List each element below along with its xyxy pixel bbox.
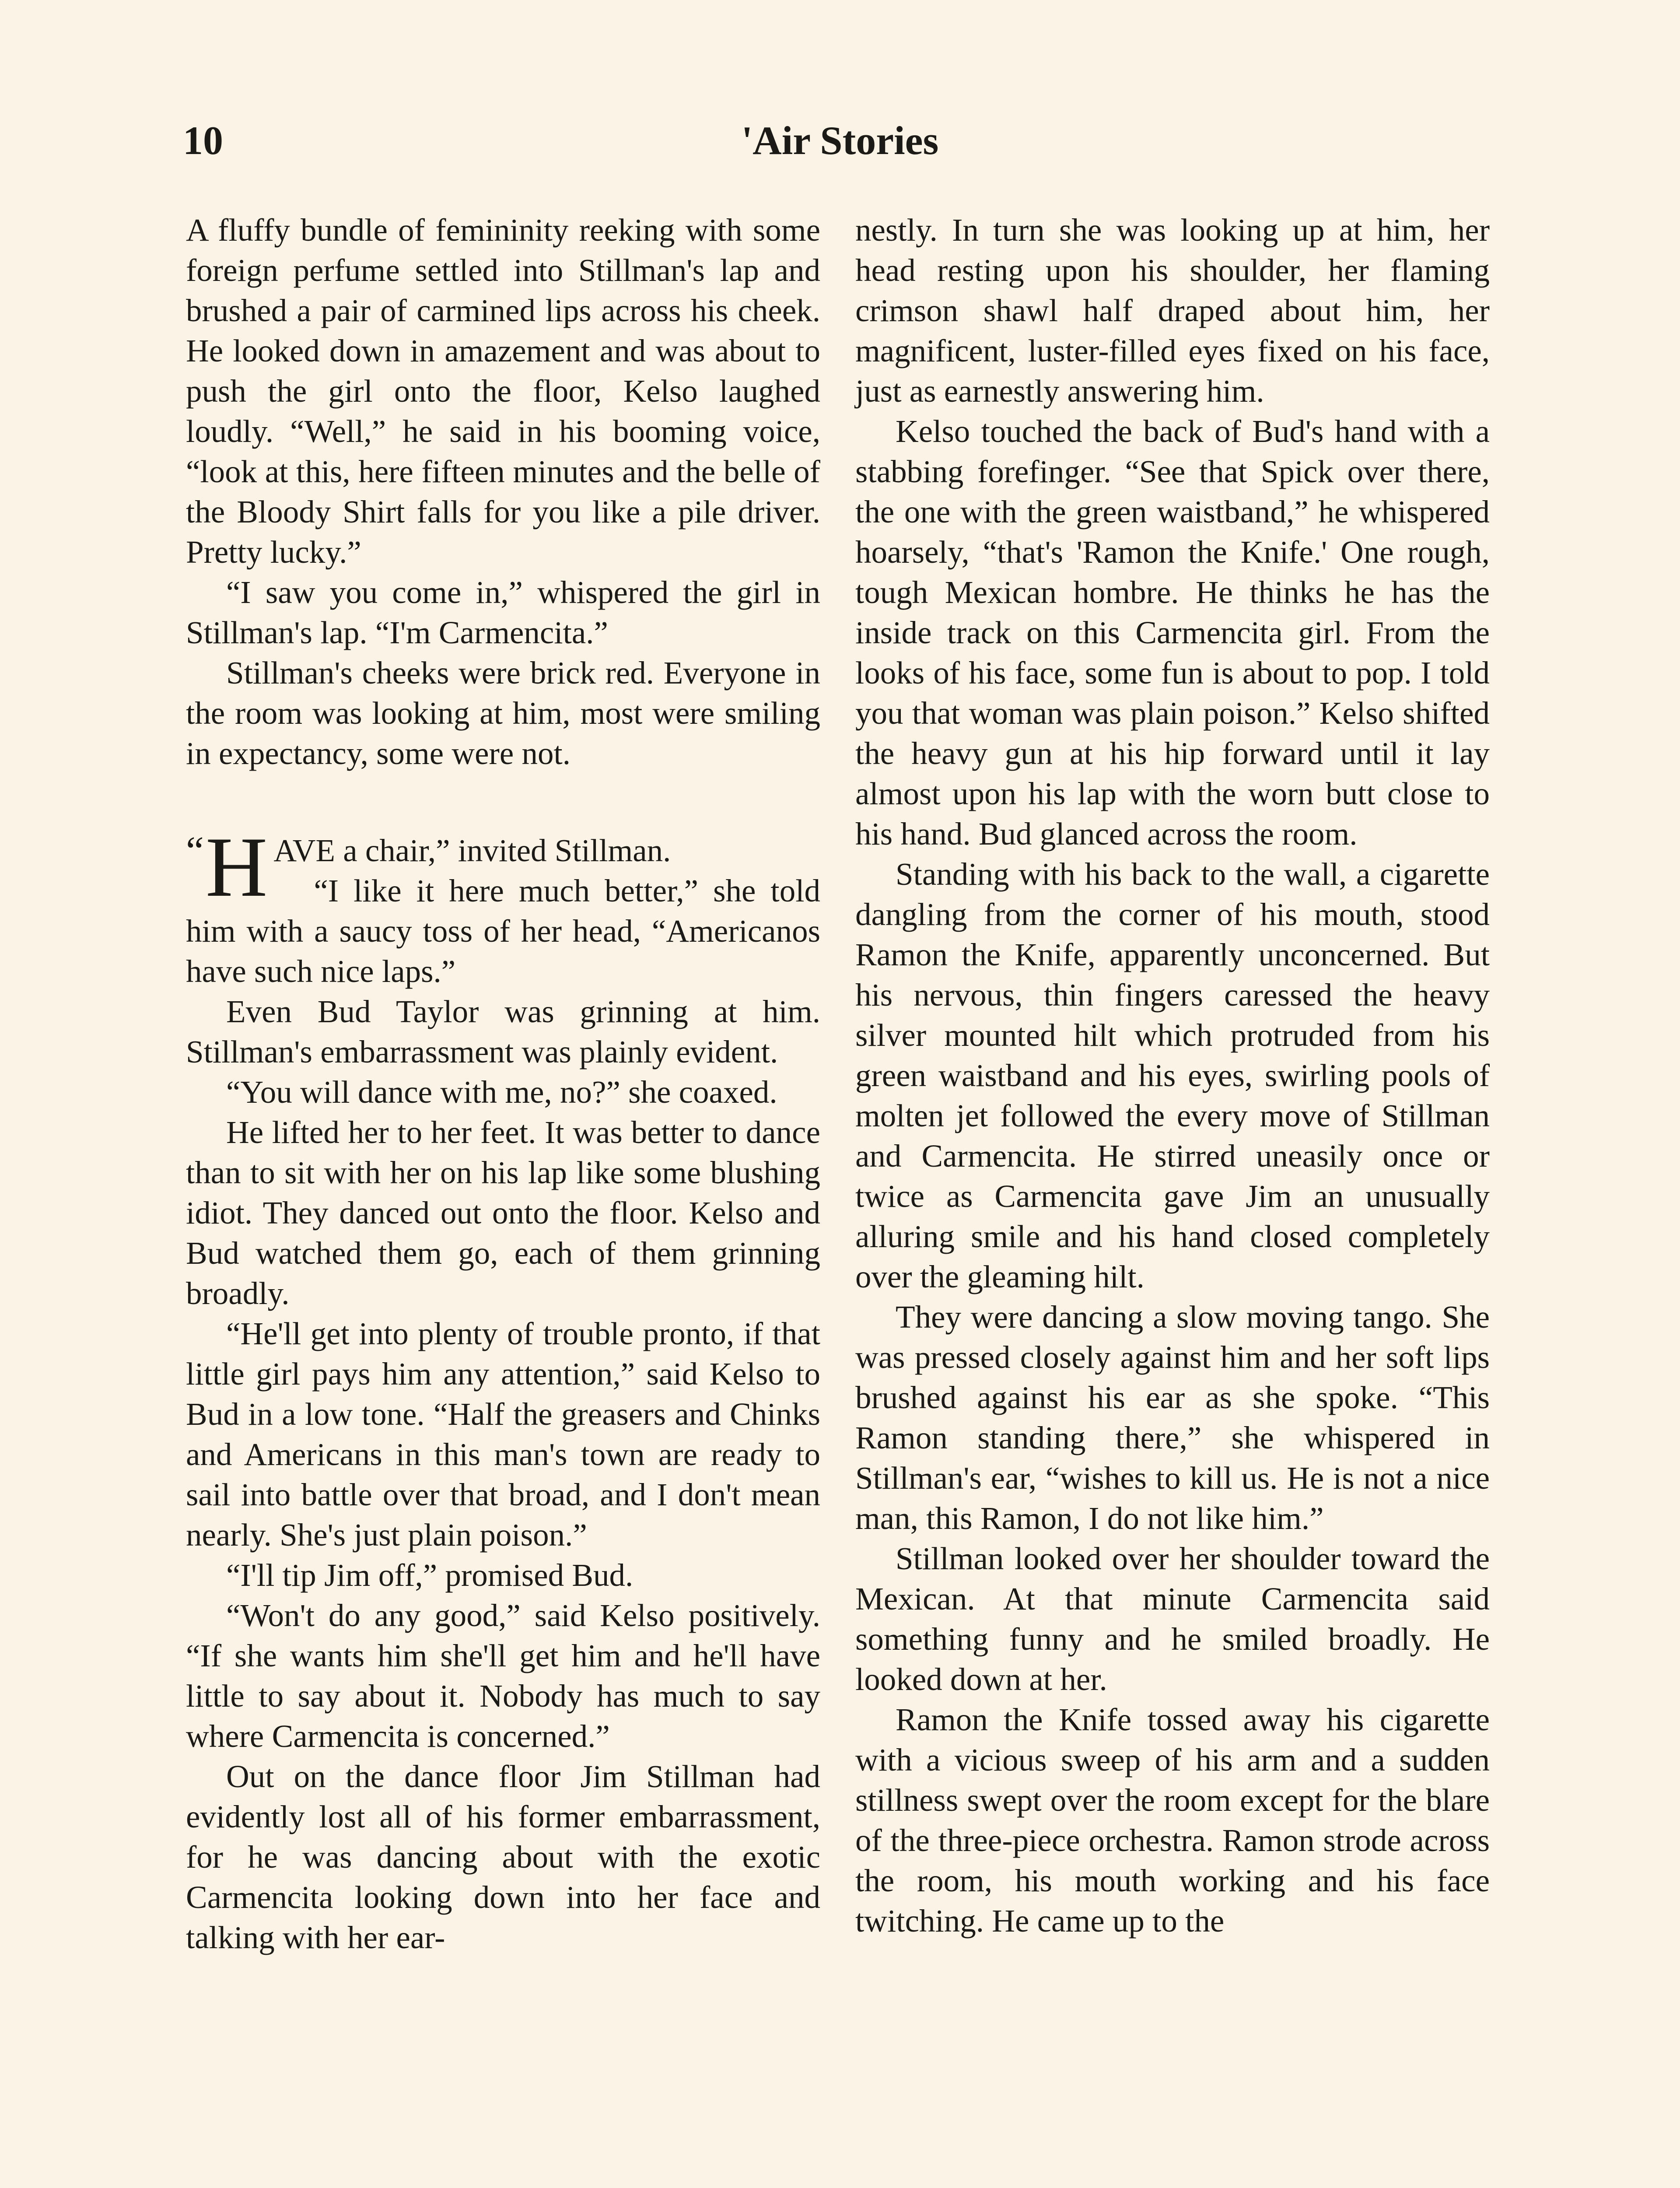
paragraph: A fluffy bundle of femininity reeking with some foreign perfume settled into Stillman's lap and brushed a pair of carmined lips across his cheek. He looked down in amazement and was about to push the girl onto the floor, Kelso laughed loudly. “Well,” he said in his booming voice, “look at this, here fifteen minutes and the belle of the Bloody Shirt falls for you like a pile driver. Pretty lucky.” bbox=[186, 212, 820, 570]
paragraph: They were dancing a slow moving tango. She was pressed closely against him and her soft lips brushed against his ear as she spoke. “This Ramon standing there,” she whispered in Stillman's ear, “wishes to kill us. He is not a nice man, this Ramon, I do not like him.” bbox=[855, 1299, 1490, 1536]
section-opening-paragraph bbox=[186, 820, 820, 915]
paragraph: He lifted her to her feet. It was better to dance than to sit with her on his lap like some blushing idiot. They danced out onto the floor. Kelso and Bud watched them go, each of them grinning broadly. bbox=[186, 1115, 820, 1311]
paragraph: nestly. In turn she was looking up at him, her head resting upon his shoulder, her flaming crimson shawl half draped about him, her magnificent, luster-filled eyes fixed on his face, just as earnestly answering him. bbox=[855, 212, 1490, 409]
paragraph: Out on the dance floor Jim Stillman had evidently lost all of his former embarrassment, for he was dancing about with the exotic Carmencita looking down into her face and talking with her ear- bbox=[186, 1759, 820, 1955]
left-column bbox=[186, 210, 820, 1958]
paragraph: Kelso touched the back of Bud's hand with a stabbing forefinger. “See that Spick over there, the one with the green waistband,” he whispered hoarsely, “that's 'Ramon the Knife.' One rough, tough Mexican hombre. He thinks he has the inside track on this Carmencita girl. From the looks of his face, some fun is about to pop. I told you that woman was plain poison.” Kelso shifted the heavy gun at his hip forward until it lay almost upon his lap with the worn butt close to his hand. Bud glanced across the room. bbox=[855, 414, 1490, 852]
paragraph: “You will dance with me, no?” she coaxed. bbox=[226, 1074, 777, 1110]
paragraph: Standing with his back to the wall, a cigarette dangling from the corner of his mouth, stood Ramon the Knife, apparently unconcerned. But his nervous, thin fingers caressed the heavy silver mounted hilt which protruded from his green waistband and his eyes, swirling pools of molten jet followed the every move of Stillman and Carmencita. He stirred uneasily once or twice as Carmencita gave Jim an unusually alluring smile and his hand closed completely over the gleaming hilt. bbox=[855, 856, 1490, 1294]
drop-cap-letter: H bbox=[205, 820, 268, 915]
paragraph: Even Bud Taylor was grinning at him. Stillman's embarrassment was plainly evident. bbox=[186, 994, 820, 1069]
paragraph: Stillman's cheeks were brick red. Everyone in the room was looking at him, most were smiling in expectancy, some were not. bbox=[186, 655, 820, 771]
paragraph: Ramon the Knife tossed away his cigarette with a vicious sweep of his arm and a sudden stillness swept over the room except for the blare of the three-piece orchestra. Ramon strode across the room, his mouth working and his face twitching. He came up to the bbox=[855, 1702, 1490, 1939]
paragraph-text: AVE a chair,” invited Stillman. bbox=[273, 833, 671, 868]
paragraph: “I saw you come in,” whispered the girl in Stillman's lap. “I'm Carmencita.” bbox=[186, 575, 820, 650]
opening-quote-mark: “ bbox=[186, 828, 204, 873]
paragraph: “I'll tip Jim off,” promised Bud. bbox=[226, 1557, 634, 1593]
running-title: 'Air Stories bbox=[741, 118, 939, 163]
paragraph: Stillman looked over her shoulder toward the Mexican. At that minute Carmencita said something funny and he smiled broadly. He looked down at her. bbox=[855, 1541, 1490, 1697]
right-column bbox=[855, 210, 1490, 1941]
paragraph: “He'll get into plenty of trouble pronto, if that little girl pays him any attention,” said Kelso to Bud in a low tone. “Half the greasers and Chinks and Americans in this man's town are ready to sail into battle over that broad, and I don't mean nearly. She's just plain poison.” bbox=[186, 1316, 820, 1553]
page-number: 10 bbox=[183, 118, 223, 163]
paragraph: “I like it here much better,” she told him with a saucy toss of her head, “Americanos have such nice laps.” bbox=[186, 873, 820, 989]
paragraph: “Won't do any good,” said Kelso positively. “If she wants him she'll get him and he'll have little to say about it. Nobody has much to say where Carmencita is concerned.” bbox=[186, 1598, 820, 1754]
